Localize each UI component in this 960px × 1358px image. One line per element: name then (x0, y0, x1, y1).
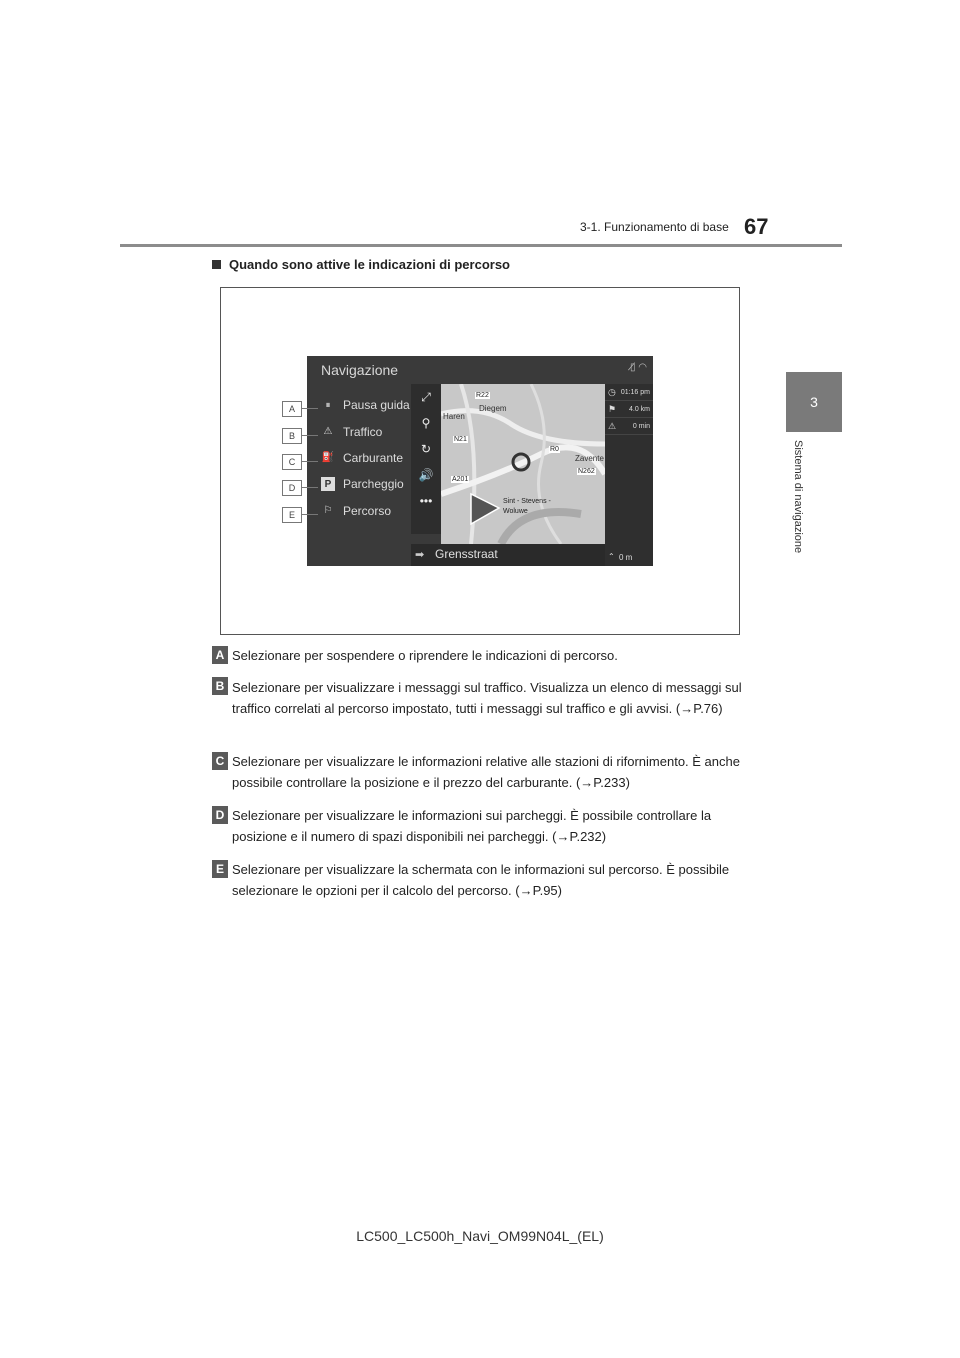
map-graphic (441, 384, 605, 544)
desc-text-c: Selezionare per visualizzare le informazioni relative alle stazioni di rifornimento. È anche possibile controllare la posizione e il prezzo del carburante. (→P.233) (232, 754, 740, 790)
route-icon: ⚐ (323, 505, 333, 517)
screen-title: Navigazione (321, 362, 399, 378)
menu-item-pausa-guida[interactable] (307, 392, 411, 418)
desc-letter-c: C (212, 752, 228, 770)
menu-item-traffico[interactable] (307, 418, 411, 444)
location-pin-icon[interactable]: ⚲ (421, 416, 431, 430)
document-code: LC500_LC500h_Navi_OM99N04L_(EL) (356, 1228, 604, 1244)
traffic-delay: 0 min (632, 422, 650, 430)
status-icons (630, 362, 647, 373)
map-label-r0: R0 (550, 446, 559, 453)
arrival-time-row (605, 384, 653, 401)
desc-text-a: Selezionare per sospendere o riprendere le indicazioni di percorso. (232, 648, 618, 663)
fuel-pump-icon: ⛽ (321, 452, 335, 464)
menu-item-percorso[interactable] (307, 498, 411, 524)
menu-label: Pausa guida (343, 398, 410, 413)
map-label-n21: N21 (454, 436, 467, 443)
desc-text-e: Selezionare per visualizzare la schermata con le informazioni sul percorso. È possibile selezionare le opzioni per il calcolo del percorso. (→P.95) (232, 862, 730, 898)
callout-b: B (282, 428, 302, 444)
parking-icon: P (321, 477, 335, 491)
distance-row (605, 401, 653, 418)
desc-letter-a: A (212, 646, 228, 664)
map-label-n262: N262 (578, 468, 595, 475)
traffic-warning-icon: ⚠ (323, 426, 333, 438)
callout-c: C (282, 454, 302, 470)
wifi-icon: ◠ (638, 362, 647, 373)
destination-flag-icon: ⚑ (608, 403, 617, 414)
more-icon[interactable]: ••• (419, 494, 433, 508)
callout-e: E (282, 507, 302, 523)
callout-line-c (301, 461, 318, 462)
desc-letter-d: D (212, 806, 228, 824)
phone-off-icon: ▯̸ (629, 362, 636, 373)
desc-letter-b: B (212, 677, 228, 695)
delay-row (605, 418, 653, 435)
desc-text-b: Selezionare per visualizzare i messaggi sul traffico. Visualizza un elenco di messaggi sul traffico correlati al percorso impostato, tutti i messaggi sul traffico e gli avvisi. (→P.76) (232, 680, 742, 716)
turn-arrow-icon: ➡ (415, 549, 425, 561)
header-divider (120, 244, 842, 247)
fullscreen-icon[interactable]: ⤢ (421, 389, 431, 404)
map-control-bar (411, 384, 441, 534)
menu-item-carburante[interactable] (307, 445, 411, 471)
square-bullet-icon (212, 260, 221, 269)
menu-label: Traffico (343, 424, 383, 439)
up-arrow-icon: ⌃ (608, 552, 615, 561)
section-title: 3-1. Funzionamento di base (580, 220, 729, 234)
menu-label: Percorso (343, 503, 392, 518)
next-turn-bar (411, 544, 605, 566)
arrival-time: 01:16 pm (620, 388, 650, 396)
menu-item-parcheggio[interactable] (307, 471, 411, 497)
section-heading (212, 257, 510, 272)
turn-distance: 0 m (619, 553, 633, 562)
map-label-r22: R22 (476, 392, 489, 399)
map-label-zavente: Zavente (575, 454, 604, 463)
callout-line-a (301, 408, 318, 409)
callout-a: A (282, 401, 302, 417)
callout-d: D (282, 480, 302, 496)
clock-icon: ◷ (608, 386, 616, 397)
chapter-number: 3 (810, 394, 818, 410)
navigation-screen (307, 356, 653, 566)
map-label-woluwe: Woluwe (503, 508, 528, 515)
callout-line-b (301, 435, 318, 436)
reroute-icon[interactable]: ↻ (420, 442, 432, 456)
menu-label: Carburante (343, 450, 404, 465)
map-label-haren: Haren (443, 412, 465, 421)
chapter-tab (786, 372, 842, 432)
map-label-diegem: Diegem (479, 404, 507, 413)
menu-label: Parcheggio (343, 477, 404, 492)
map-label-sint: Sint - Stevens - (503, 498, 551, 505)
desc-text-d: Selezionare per visualizzare le informazioni sui parcheggi. È possibile controllare la posizione e il numero di spazi disponibili nei parcheggi. (→P.232) (232, 808, 712, 844)
heading-text: Quando sono attive le indicazioni di percorso (229, 257, 510, 272)
chapter-label: Sistema di navigazione (792, 440, 804, 554)
route-info-panel (605, 384, 653, 552)
map-view[interactable] (441, 384, 605, 544)
navigation-menu (307, 392, 411, 524)
volume-icon[interactable]: 🔊 (418, 468, 434, 482)
page-number: 67 (744, 214, 769, 239)
callout-line-d (301, 487, 318, 488)
pause-icon: ⏸ (325, 399, 331, 411)
callout-line-e (301, 514, 318, 515)
traffic-delay-icon: ⚠ (608, 420, 617, 431)
next-street: Grensstraat (435, 547, 498, 561)
desc-letter-e: E (212, 860, 228, 878)
next-turn-distance (605, 550, 653, 566)
map-label-a201: A201 (452, 476, 469, 483)
remaining-distance: 4.0 km (628, 405, 650, 413)
